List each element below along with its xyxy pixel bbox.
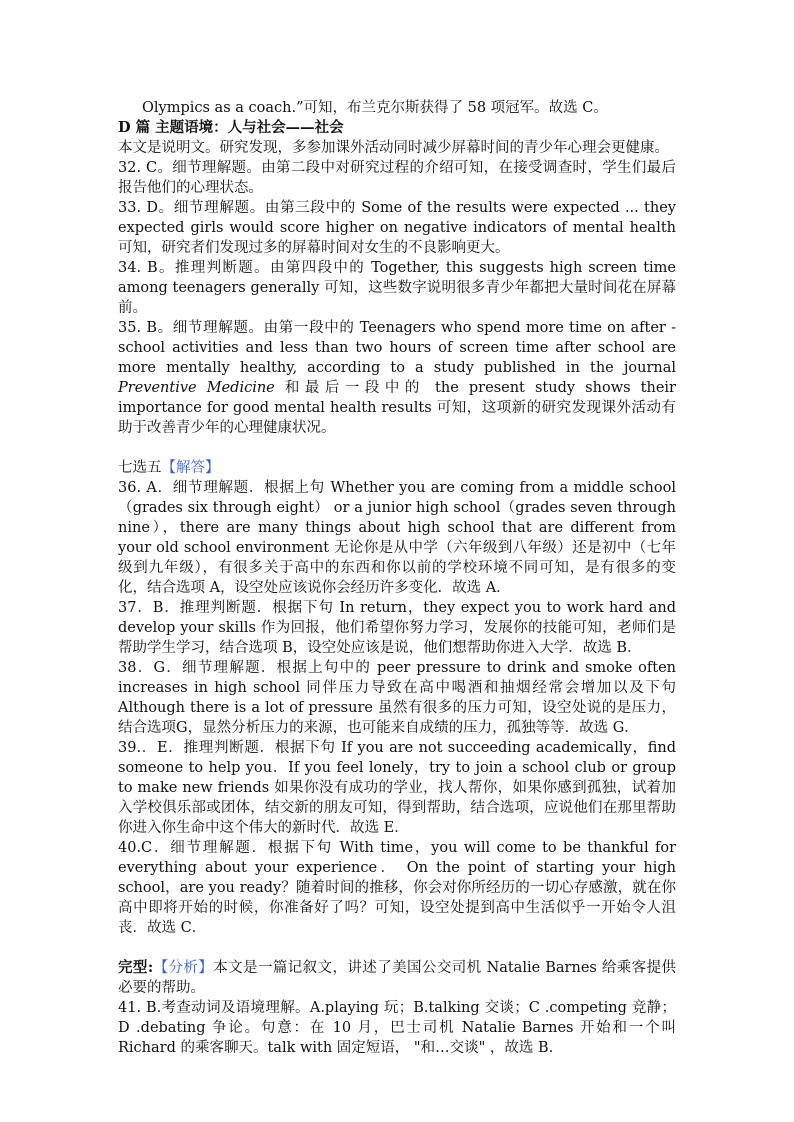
answer-35-part1: 35. B。细节理解题。由第一段中的 Teenagers who spend more time on after - school activities and less than two hours of screen time after school are more mentally healthy, according to a study published in the journal <box>118 320 676 376</box>
cloze-heading <box>118 958 676 998</box>
seven-choose-five-heading <box>118 458 676 478</box>
answer-38: 38．G．细节理解题．根据上句中的 peer pressure to drink and smoke often increases in high school 同伴压力导致在高中喝酒和抽烟经常会增加以及下句 Although there is a lot of pressure 虽然有很多的压力可知，设空处说的是压力，结合选项G，显然分析压力的来源，也可能来自成绩的压力，孤独等等．故选 G． <box>118 660 676 736</box>
answer-32: 32. C。细节理解题。由第二段中对研究过程的介绍可知，在接受调查时，学生们最后报告他们的心理状态。 <box>118 160 676 196</box>
answer-39: 39.．E．推理判断题．根据下句 If you are not succeeding academically，find someone to help you．If you feel lonely，try to join a school club or group to make new friends 如果你没有成功的学业，找人帮你，如果你感到孤独，试着加入学校俱乐部或团体，结交新的朋友可知，得到帮助，结合选项，应说他们在那里帮助你进入你生命中这个伟大的新时代．故选 E． <box>118 740 676 836</box>
answer-35-part2: 和最后一段中的 the present study shows their importance for good mental health results 可知，这项新的研究发现课外活动有助于改善青少年的心理健康状况。 <box>118 380 676 436</box>
answer-document <box>118 98 676 1058</box>
answer-35 <box>118 318 676 438</box>
section-tag: 【分析】 <box>153 960 214 976</box>
answer-34: 34. B。推理判断题。由第四段中的 Together, this suggests high screen time among teenagers generally 可知，这些数字说明很多青少年都把大量时间花在屏幕前。 <box>118 260 676 316</box>
part-c-tail: Olympics as a coach.”可知，布兰克尔斯获得了 58 项冠军。故选 C。 <box>142 100 608 116</box>
answer-41: 41. B.考查动词及语境理解。A.playing 玩；B.talking 交谈；C .competing 竞静；D .debating 争论。句意：在 10 月，巴士司机 Natalie Barnes 开始和一个叫 Richard 的乘客聊天。talk with 固定短语， "和…交谈" ，故选 B. <box>118 1000 676 1056</box>
section-label: 七选五 <box>118 460 162 476</box>
part-d-heading: D 篇 主题语境：人与社会——社会 <box>118 119 344 136</box>
part-d-intro: 本文是说明文。研究发现，多参加课外活动同时减少屏幕时间的青少年心理会更健康。 <box>118 140 669 156</box>
section-label: 完型: <box>118 959 154 976</box>
answer-33: 33. D。细节理解题。由第三段中的 Some of the results were expected ... they expected girls would score higher on negative indicators of mental health 可知，研究者们发现过多的屏幕时间对女生的不良影响更大。 <box>118 200 676 256</box>
answer-40: 40.C．细节理解题．根据下句 With time，you will come to be thankful for everything about your experience． On the point of starting your high school，are you ready？随着时间的推移，你会对你所经历的一切心存感激，就在你高中即将开始的时候，你准备好了吗？可知，设空处提到高中生活似乎一开始令人沮丧．故选 C． <box>118 840 676 936</box>
cloze-intro: 本文是一篇记叙文，讲述了美国公交司机 Natalie Barnes 给乘客提供必要的帮助。 <box>118 960 677 996</box>
answer-37: 37．B．推理判断题．根据下句 In return，they expect you to work hard and develop your skills 作为回报，他们希望你努力学习，发展你的技能可知，老师们是帮助学生学习，结合选项 B，设空处应该是说，他们想帮助你进入大学．故选 B． <box>118 600 676 656</box>
section-tag: 【解答】 <box>161 460 220 476</box>
journal-title: Preventive Medicine <box>118 380 275 396</box>
answer-36: 36. A．细节理解题．根据上句 Whether you are coming from a middle school（grades six through eight） or a junior high school（grades seven through nine），there are many things about high school that are different from your old school environment 无论你是从中学（六年级到八年级）还是初中（七年级到九年级），有很多关于高中的东西和你以前的学校环境不同可知，是有很多的变化，结合选项 A，设空处应该说你会经历许多变化．故选 A． <box>118 480 676 596</box>
